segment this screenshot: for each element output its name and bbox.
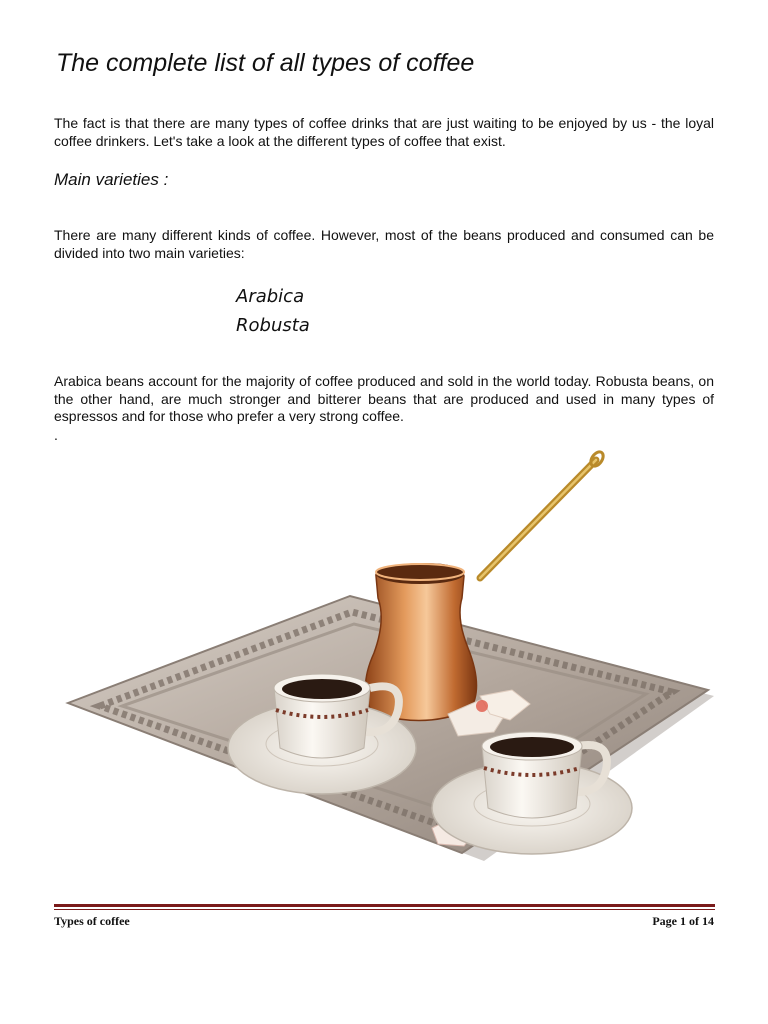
page-title: The complete list of all types of coffee <box>56 49 475 77</box>
variety-item-arabica: Arabica <box>236 286 305 307</box>
variety-item-robusta: Robusta <box>236 315 310 336</box>
section-heading: Main varieties : <box>54 170 169 189</box>
trailing-dot: . <box>54 427 58 443</box>
coffee-set-photo-icon <box>60 448 720 878</box>
intro-paragraph: The fact is that there are many types of coffee drinks that are just waiting to be enjoyed by us - the loyal coffee drinkers. Let's take a look at the different types of coffee that exist. <box>54 115 714 149</box>
variety-list <box>236 282 310 340</box>
arabica-paragraph: Arabica beans account for the majority of coffee produced and sold in the world today. Robusta beans, on the other hand, are much stronger and bitterer beans that are produced and used in many types of espressos and for those who prefer a very strong coffee. <box>54 373 714 424</box>
footer-rule <box>54 904 715 907</box>
footer-page-number: Page 1 of 14 <box>652 914 714 928</box>
varieties-paragraph: There are many different kinds of coffee. However, most of the beans produced and consumed can be divided into two main varieties: <box>54 227 714 261</box>
footer-rule-thin <box>54 909 715 910</box>
footer-document-title: Types of coffee <box>54 914 130 928</box>
